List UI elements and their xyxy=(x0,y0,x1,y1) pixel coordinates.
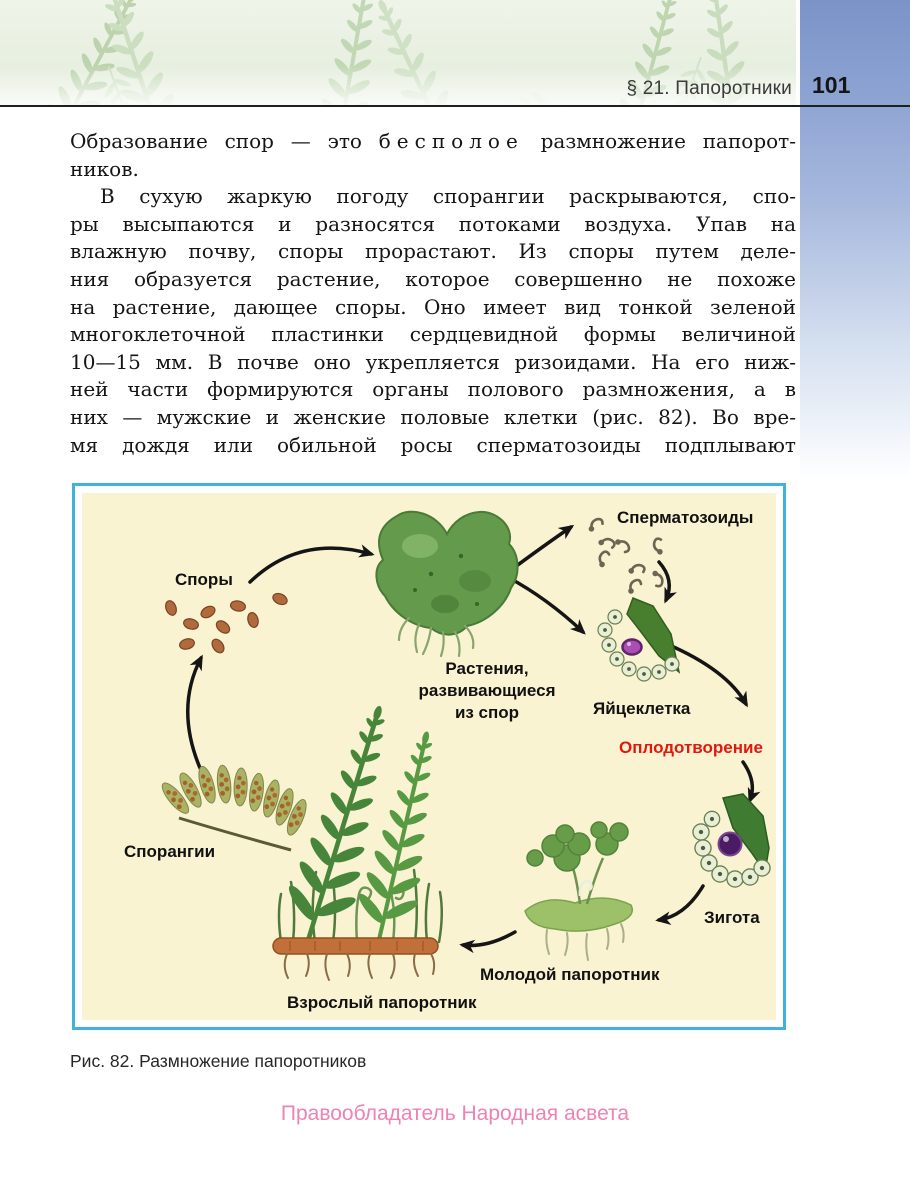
p1-post: размножение папорот- xyxy=(540,129,797,153)
body-text-line: ней части формируются органы полового размножения, а в xyxy=(70,377,796,402)
figure-caption: Рис. 82. Размножение папоротников xyxy=(70,1051,367,1071)
figure-label-spores: Споры xyxy=(175,570,233,589)
body-text-line xyxy=(70,128,796,156)
body-text-line: ры высыпаются и разносятся потоками воздуха. Упав на xyxy=(70,211,796,236)
header-rule xyxy=(0,105,910,107)
figure-label-egg-cell: Яйцеклетка xyxy=(593,699,691,718)
body-text-line: мя дождя или обильной росы сперматозоиды подплывают xyxy=(70,432,796,457)
copyright-footer: Правообладатель Народная асвета xyxy=(280,1102,630,1125)
figure-label-adult-fern: Взрослый папоротник xyxy=(287,993,477,1012)
p1-emphasis: бесполое xyxy=(378,129,524,153)
figure-label-spermatozoids: Сперматозоиды xyxy=(617,508,754,527)
body-text-line: ния образуется растение, которое совершенно не похоже xyxy=(70,266,796,291)
body-text-line: 10—15 мм. В почве оно укрепляется ризоидами. На его ниж- xyxy=(70,349,796,374)
body-text-line: В сухую жаркую погоду спорангии раскрываются, спо- xyxy=(100,184,796,209)
figure-label-plants-from-spores-line2: развивающиеся xyxy=(418,681,556,700)
figure-label-plants-from-spores-line3: из спор xyxy=(454,703,520,722)
figure-label-zygote: Зигота xyxy=(704,908,760,927)
body-text-line: влажную почву, споры прорастают. Из споры путем деле- xyxy=(70,239,796,264)
page-number: 101 xyxy=(812,72,851,98)
figure-label-plants-from-spores-line1: Растения, xyxy=(445,659,529,678)
p1-pre: Образование спор — это xyxy=(70,129,362,153)
body-text-line: на растение, дающее споры. Оно имеет вид тонкой зеленой xyxy=(70,294,796,319)
body-text-line: ников. xyxy=(70,156,139,181)
body-text xyxy=(70,128,796,459)
figure-label-sporangia: Спорангии xyxy=(124,842,216,861)
figure-label-young-fern: Молодой папоротник xyxy=(480,965,660,984)
body-text-line: многоклеточной пластинки сердцевидной формы величиной xyxy=(70,322,796,347)
rhizome xyxy=(273,938,438,954)
figure-label-fertilization: Оплодотворение xyxy=(619,738,763,757)
section-title: § 21. Папоротники xyxy=(626,78,792,99)
figure-fern-life-cycle xyxy=(72,483,786,1030)
body-text-line: них — мужские и женские половые клетки (рис. 82). Во вре- xyxy=(70,404,796,429)
